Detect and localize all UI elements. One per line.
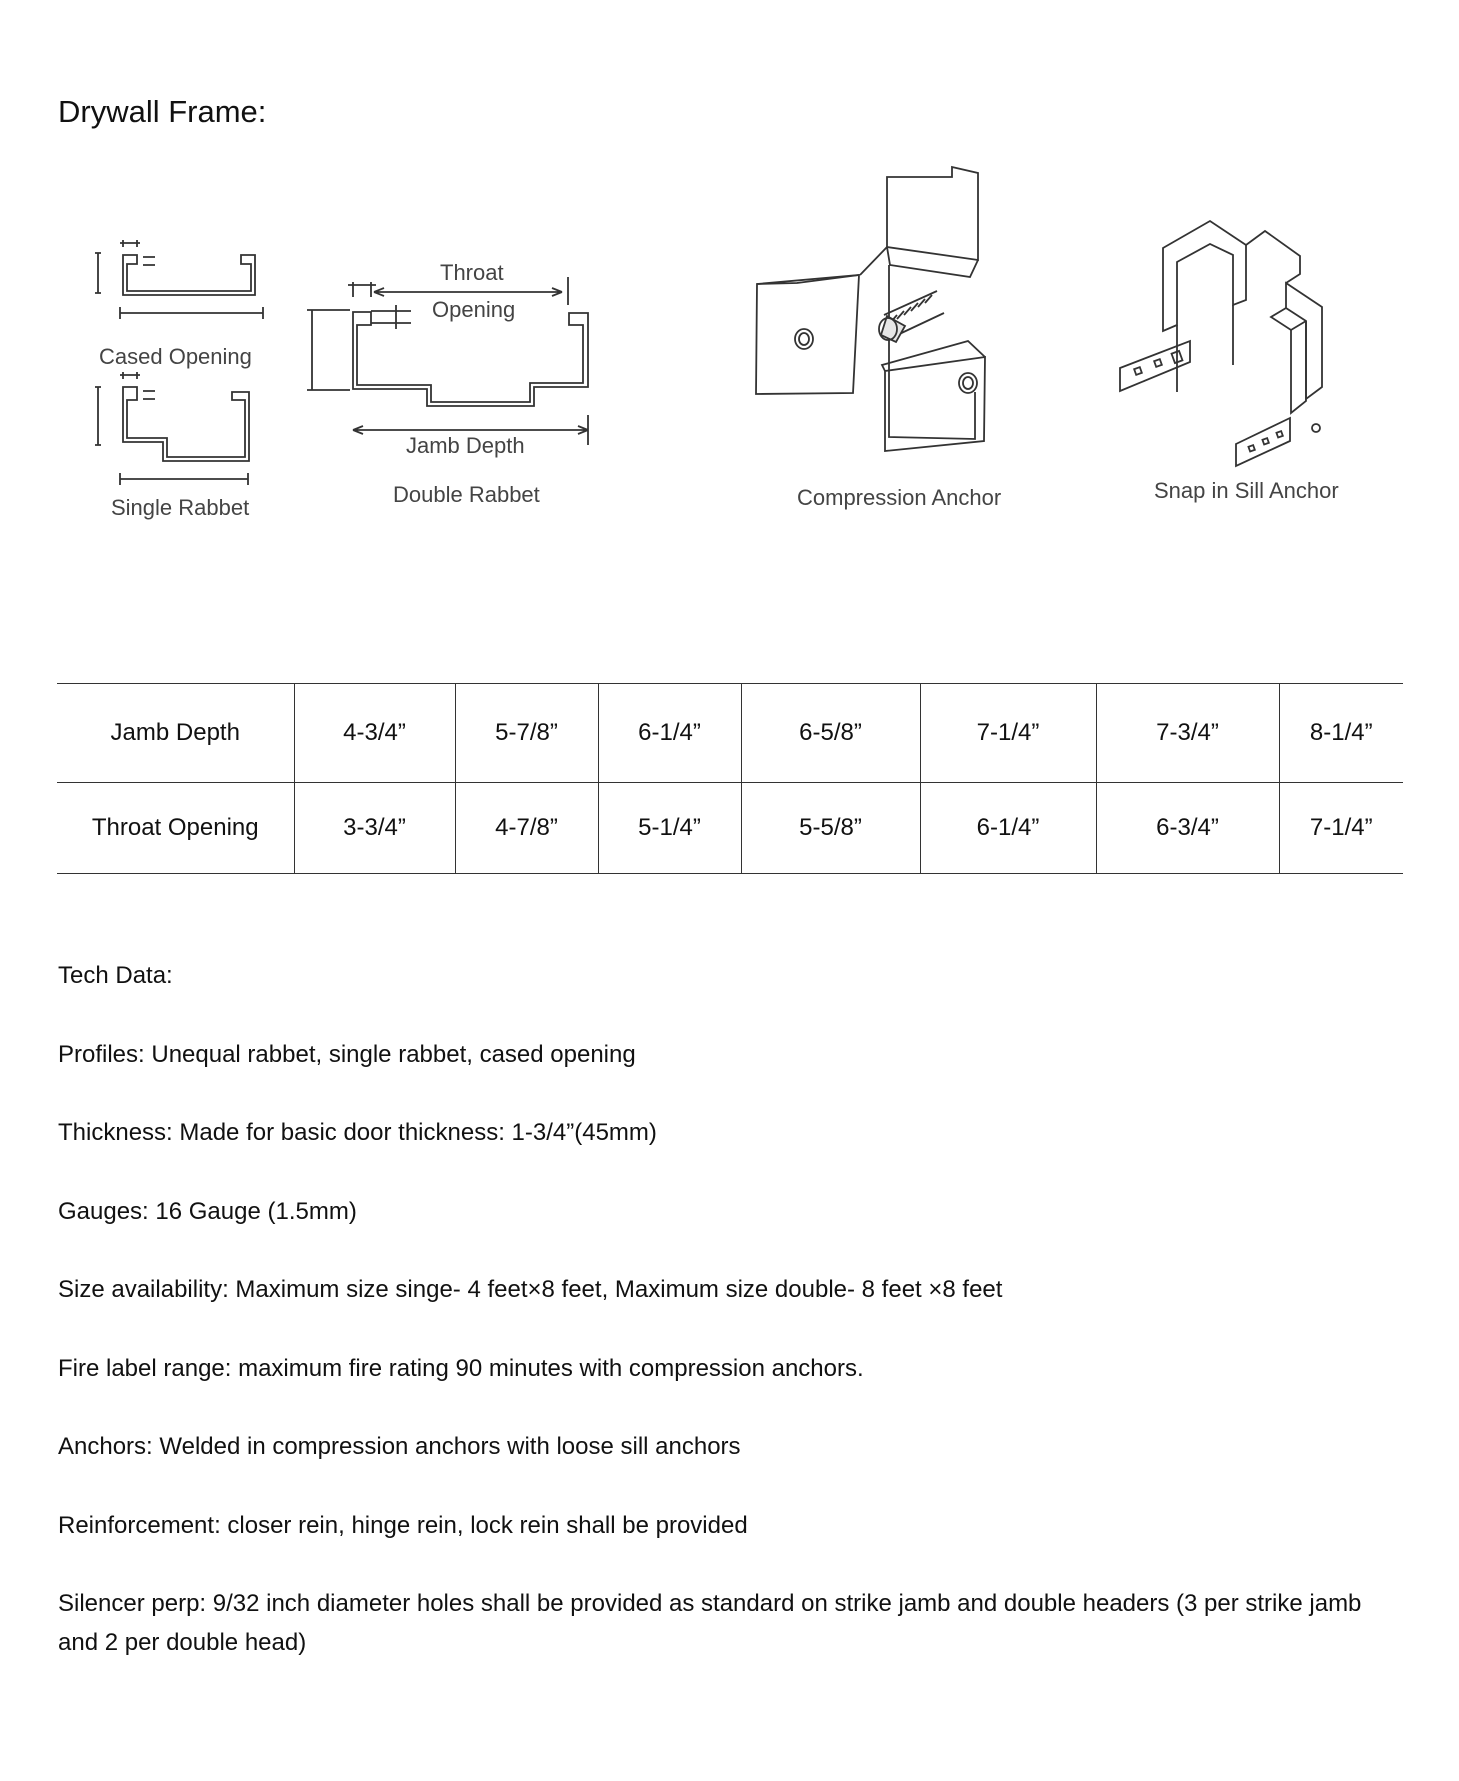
table-cell: 5-7/8” (455, 684, 598, 783)
single-rabbet-profile (95, 372, 249, 485)
table-row-throat-opening (57, 783, 1403, 874)
snap-in-sill-anchor-illustration (1120, 221, 1322, 466)
row-label: Jamb Depth (57, 684, 294, 783)
table-cell: 6-3/4” (1096, 783, 1279, 874)
table-cell: 4-3/4” (294, 684, 455, 783)
table-cell: 6-1/4” (598, 684, 741, 783)
tech-line-anchors: Anchors: Welded in compression anchors with loose sill anchors (58, 1433, 741, 1460)
page-title: Drywall Frame: (58, 94, 267, 129)
tech-line-fire-label: Fire label range: maximum fire rating 90 minutes with compression anchors. (58, 1354, 864, 1382)
cased-opening-label: Cased Opening (99, 344, 252, 369)
profile-illustrations (0, 165, 1459, 545)
jamb-depth-label: Jamb Depth (406, 433, 525, 458)
row-label: Throat Opening (57, 783, 294, 874)
cased-opening-profile (95, 240, 263, 319)
frame-diagrams (0, 165, 1459, 545)
tech-line-size-availability: Size availability: Maximum size singe- 4 feet×8 feet, Maximum size double- 8 feet ×8 feet (58, 1276, 1003, 1303)
tech-line-gauges: Gauges: 16 Gauge (1.5mm) (58, 1197, 357, 1225)
dimensions-table (57, 683, 1403, 874)
table-cell: 6-5/8” (741, 684, 920, 783)
table-cell: 5-1/4” (598, 783, 741, 874)
tech-line-silencer: Silencer perp: 9/32 inch diameter holes shall be provided as standard on strike jamb and double headers (3 per strike jamb and 2 per double head) (58, 1590, 1362, 1656)
tech-line-reinforcement: Reinforcement: closer rein, hinge rein, lock rein shall be provided (58, 1511, 748, 1539)
single-rabbet-label: Single Rabbet (111, 495, 250, 520)
opening-label: Opening (432, 297, 516, 322)
table-cell: 5-5/8” (741, 783, 920, 874)
tech-line-profiles: Profiles: Unequal rabbet, single rabbet, cased opening (58, 1040, 636, 1068)
table-row-jamb-depth (57, 684, 1403, 783)
table-cell: 7-3/4” (1096, 684, 1279, 783)
double-rabbet-label: Double Rabbet (393, 482, 540, 507)
table-cell: 3-3/4” (294, 783, 455, 874)
compression-anchor-label: Compression Anchor (797, 485, 1002, 510)
tech-line-thickness: Thickness: Made for basic door thickness: 1-3/4”(45mm) (58, 1119, 657, 1146)
throat-label: Throat (440, 260, 504, 285)
snap-in-sill-anchor-label: Snap in Sill Anchor (1154, 478, 1339, 503)
tech-data-heading: Tech Data: (58, 962, 173, 989)
table-cell: 7-1/4” (920, 684, 1096, 783)
tech-data-section (58, 956, 1388, 1702)
table-cell: 4-7/8” (455, 783, 598, 874)
table-cell: 6-1/4” (920, 783, 1096, 874)
table-cell: 8-1/4” (1279, 684, 1403, 783)
table-cell: 7-1/4” (1279, 783, 1403, 874)
compression-anchor-illustration (756, 167, 985, 451)
